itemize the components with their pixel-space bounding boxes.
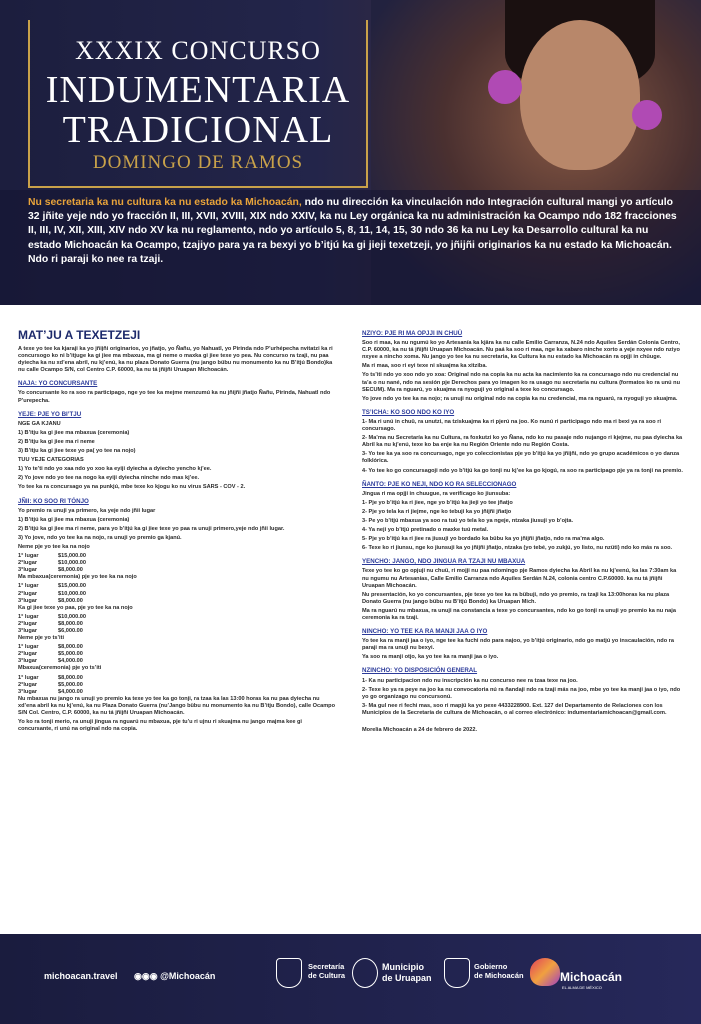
paragraph: Ma ri maa, soo ri eyi texe ni skuajma ka xitziba. xyxy=(362,363,487,370)
list-item: 2) B’itju ka gi jiee ma ri neme xyxy=(18,438,95,445)
logo-label: Municipio de Uruapan xyxy=(382,962,432,983)
heading-naja: NAJA: YO CONCURSANTE xyxy=(18,380,98,388)
prize-group-title: Mbaxua(ceremonia) pje yo ts’iti xyxy=(18,665,102,672)
prize-group-title: Ma mbaxua(ceremonia) pje yo tee ka na nojo xyxy=(18,574,137,581)
heading-yencho: YENCHO: JANGO, NDO JINGUA RA TZAJI NU MBAXUA xyxy=(362,558,526,566)
paragraph: Jingua ri ma opjji in chuugue, ra verificago ko jiunsuba: xyxy=(362,490,511,497)
paragraph: Ma ra nguarú nu mbaxua, ra unuji na constancia a texe yo concursantes, ndo ko go tonji ra unuji yo premio ka nu naja ceremonia ka ra tzaji. xyxy=(362,607,676,621)
paragraph: Nu presentación, ko yo concursantes, pje texe yo tee ka ra bübuji, ndo yo premio, ra tzaji ka 13:00horas ka nu plaza Donato Guerra (nu jango bübu nu B’itjú Bondo) ka Uruapan Mich. xyxy=(362,591,670,605)
heading-tsicha: TS’ICHA: KO SOO NDO KO IYO xyxy=(362,408,455,416)
prize-row: 1° lugar $15,000.00 xyxy=(18,583,86,590)
paragraph: Nu mbaxua nu jango ra unuji yo premio ka texe yo tee ka go tonji, ra tzaa ka las 13:00 horas ka nu paa dyiecha nu xd’ena abril ka nu kj’enú, ka nu Plaza Donato Guerra (nu’Jango bübu nu monumento ka nu B’itju Bondo), calle Ocampo S/N Col. Centro, C.P. 60000, ka nu tá jñijñi Uruapan Michoacán. xyxy=(18,695,336,717)
left-column xyxy=(18,328,338,735)
heading-yeje: YEJE: PJE YO BI’TJU xyxy=(18,410,82,418)
prize-row: 2°lugar $5,000.00 xyxy=(18,681,83,688)
paragraph: Yo ko ra tonji merio, ra unuji jingua ra nguarú nu mbaxua, pje tu’u ri ujnu ri skuajma nu jango majma kee gi concursante, ri unú na original ndo na copia. xyxy=(18,719,302,733)
heading-jnii: JÑII: KO SOO RI TÓNJO xyxy=(18,497,89,505)
prize-group-title: Neme pje yo ts’iti xyxy=(18,635,65,642)
prize-row: 3°lugar $8,000.00 xyxy=(18,597,83,604)
list-item: 1) B’itju ka gi jiee ma mbaxua (ceremonia) xyxy=(18,429,130,436)
seal-uruapan-icon xyxy=(352,958,378,988)
heading-nanto: ÑANTO: PJE KO NEJI, NDO KO RA SELECCIONAGO xyxy=(362,480,517,488)
heading-nzincho: NZINCHO: YO DISPOSICIÓN GENERAL xyxy=(362,667,478,675)
paragraph: Yo concursante ko ra soo ra participago, nge yo tee ka mejme menzumú ka nu jñijñi jñatjo Ñañu, Pirinda, Nahuatl ndo P’urepecha. xyxy=(18,390,331,404)
prize-row: 1° lugar $10,000.00 xyxy=(18,613,86,620)
list-item: 1) Yo te’ti ndo yo xaa ndo yo xoo ka eyiji dyiecha a dyiecho yencho kj’ee. xyxy=(18,466,212,473)
paragraph: Yo jove ndo yo tee ka na nojo; ra unuji nu original ndo na copia ka nu credencial, ma ra nguarú, ra nyoguji yo skuajma. xyxy=(362,395,678,402)
list-item: 6- Texe ko ri jiunsu, nge ko jiunsuji ka yo jñijñi jñatjo, ntzaka (yo tebé, yo zukjú, yo listo, nu nzüti) ndo ko más ra soo. xyxy=(362,545,673,552)
social-icons: ◉◉◉ xyxy=(134,971,161,981)
list-item: 3- Pe yo b’itjú mbaxua ya soo ra tuú yo tela ko ya ngeje, ntzaka jiusuji yo b’ojta. xyxy=(362,517,574,524)
list-item: 1) B’itjú ka gi jiee ma mbaxua (ceremonia) xyxy=(18,516,130,523)
paragraph: Texe yo tee ko go opjuji nu chuü, ri mojji nu paa ndomingo pje Ramos dyiecha ka Abril ka nu kj’eenú, ka las 7:30am ka nu ngumu nu Artesanías, Calle Emilio Carranza ndo Aquiles Serdán N.24, colonia centro C.P.60000. ka nu tá jñijñi Uruapan Michoacán. xyxy=(362,568,677,589)
brand-tagline: EL ALMA DE MÉXICO xyxy=(562,985,602,990)
flower-left-icon xyxy=(488,70,522,104)
date-line: Morelia Michoacán a 24 de febrero de 2022. xyxy=(362,727,478,734)
right-column xyxy=(362,328,684,736)
list-item: 4- Yo tee ko go concursagoji ndo yo b’itjú ka go tonji nu kj’ee ka go kjogú, ra soo ra participago pje ya ra tonji na premio. xyxy=(362,467,683,474)
prize-row: 2°lugar $8,000.00 xyxy=(18,620,83,627)
title-line-1: XXXIX CONCURSO xyxy=(75,36,321,65)
seal-cultura-icon xyxy=(276,958,302,988)
heading-nziyo: NZIYO: PJE RI MA OPJJI IN CHUÜ xyxy=(362,330,463,337)
paragraph: A texe yo tee ka kjaraji ka yo jñijñi originarios, yo jñatjo, yo Ñañu, yo Nahuatl, yo Pirinda ndo P’urhépecha nvitatzi ka ri concursogo ko ni b’itjuge ka gi jiee ma mbaxua, ma gi neme o maxka gi jiee texe yo pea. Nu concurso ra tzaji, nu paa dyiecha ka nu xd’ena abril, nu kj’enú, ka nu plaza Donato Guerra (nu jango bübu nu monumento ka nu B’itjú Bondo)ka nu calle Ocampo S/N, col Centro C.P. 60000, ka nu tá jñijñi Uruapan Michoacán. xyxy=(18,346,333,374)
list-item: 2) B’itjú ka gi jiee ma ri neme, para yo b’itjú ka gi jiee texe yo paa ra unuji primero,yeje ndo jñii lugar. xyxy=(18,525,285,532)
paragraph: Yo premio ra unuji ya primero, ka yeje ndo jñii lugar xyxy=(18,507,156,514)
title-line-3: TRADICIONAL xyxy=(62,109,334,151)
paragraph: Yo ts’iti ndo yo xoo ndo yo xoa: Original ndo na copia ka nu acta ka nacimiento ka ra concursago ndo nu credencial nu ta’a o nu nané, ndo na sesión pje Derechos para yo imagen ko ra usago nu secretaria nu cultura (formatos ko ra unú nu SECUM). Ma ra nguarú, yo skuajma ra nyoguji yo original a texe ko concursago. xyxy=(362,372,680,393)
intro-highlight: Nu secretaria ka nu cultura ka nu estado ka Michoacán, xyxy=(28,197,302,208)
list-item: 2- Texe ko ya ra peye na joo ka nu convocatoria nú ra ñandaji ndo ra tzaji más na joo, mbe yo tee ka manji jaa o iyo, ndo yo go organizago nu concursonú. xyxy=(362,686,681,700)
prize-row: 2°lugar $10,000.00 xyxy=(18,560,86,567)
prize-row: 2°lugar $5,000.00 xyxy=(18,651,83,658)
intro-paragraph xyxy=(28,196,678,267)
hero-banner xyxy=(0,0,701,305)
title-line-2: INDUMENTARIA xyxy=(45,69,351,111)
section-title: MAT’JU A TEXETZEJI xyxy=(18,328,141,342)
paragraph: Yo tee ka ra manji jaa o iyo, nge tee ka fuchi ndo para najoo, yo b’itjú originario, ndo go matjú yo inscaulación, ndo ra paraji ma ra unuji nu bexyi. xyxy=(362,638,674,652)
intro-rest: ndo nu dirección ka vinculación ndo Integración cultural mangi yo artículo 32 jñite yeje ndo yo fracción II, III, XVII, XVIII, XIX ndo XXIV, ka nu Ley orgánica ka nu administración ka Ocampo ndo 182 fracciones II, III, IV, XII, XIII, XIV ndo XV ka nu reglamento, ndo yo artículo 5, 8, 11, 14, 15, 30 ndo 36 ka nu Ley ka Desarrollo cultural ka nu estado Michoacán ka Ocampo, tzajiyo para ya ra bexyi yo b’itjú ka gi jieji texetzeji, yo jñijñi originarios ka nu estado ka Michoacán. Ndo ri paraji ko nee ra tzaji. xyxy=(28,197,677,265)
heading-nincho: NINCHO: YO TEE KA RA MANJI JAA O IYO xyxy=(362,628,488,636)
footer-social[interactable] xyxy=(134,971,215,982)
list-item: 2- Pje yo tela ka ri jiejme, nge ko tebuji ka yo jñijñi jñatjo xyxy=(362,508,512,515)
list-item: 2- Ma’ma nu Secretaría ka nu Cultura, ra foxkutzi ko yo Ñana, ndo ko nu pasaje ndo nujango ri kjejme, nu paa dyiecha ka Abril ka nu kj’enú, texe ko ba enje ka nu Región Oriente ndo nu Región Costa. xyxy=(362,435,683,449)
flower-right-icon xyxy=(632,100,662,130)
list-item: 1- Ka nu participacion ndo nu inscripción ka nu concurso nee ra tzaa texe na joo. xyxy=(362,677,578,684)
list-item: 5- Pje yo b’itjú ka ri jiee ra jiusuji yo bordado ka bübu ka yo jñijñi jñatjo, ndo ra ma’ma algo. xyxy=(362,536,605,543)
prize-row: 1° lugar $15,000.00 xyxy=(18,553,86,560)
list-item: 3- Yo tee ka ya soo ra concursago, nge yo coleccionistas pje yo b’itjú ka yo jñijñi, ndo yo grupo académicos o yo danza folklórica. xyxy=(362,451,680,465)
title-subtitle: DOMINGO DE RAMOS xyxy=(92,152,304,173)
prize-group-title: Neme pje yo tee ka na nojo xyxy=(18,543,90,550)
logo-label: Gobierno de Michoacán xyxy=(474,962,524,980)
subheading: NGE GA KJANU xyxy=(18,420,61,427)
list-item: 3) Yo jove, ndo yo tee ka na nojo, ra unuji yo premio ga kjanú. xyxy=(18,534,182,541)
prize-row: 3°lugar $4,000.00 xyxy=(18,658,83,665)
seal-gobierno-icon xyxy=(444,958,470,988)
prize-row: 3°lugar $4,000.00 xyxy=(18,688,83,695)
brand-name: Michoacán xyxy=(560,970,623,984)
list-item: 4- Ya neji yo b’itjú pretinado o maxke tuú metal. xyxy=(362,527,489,534)
subheading: TUU YEJE CATEGORIAS xyxy=(18,457,84,464)
list-item: 3) B’itju ka gi jiee texe yo pa( yo tee na nojo) xyxy=(18,448,136,455)
prize-row: 1° lugar $8,000.00 xyxy=(18,674,83,681)
footer-website-link[interactable]: michoacan.travel xyxy=(44,971,118,981)
photo-face xyxy=(520,20,640,170)
prize-row: 2°lugar $10,000.00 xyxy=(18,590,86,597)
logo-label: Secretaría de Cultura xyxy=(308,962,346,980)
list-item: 3- Ma gul nee ri fechi mas, soo ri mapjü ka yo pexe 4433228900. Ext. 127 del Departamento de Relaciones con los Municipios de la Secretaría de cultura de Michoacán, o al correo electrónico: indumentariamichoacan@gmail.com. xyxy=(362,702,667,716)
list-item: 2) Yo jove ndo yo tee na nogo ka eyiji dyiecha ninche ndo mas kj’ee. xyxy=(18,475,200,482)
paragraph: Soo ri maa, ka nu ngumú ko yo Artesanía ka kjära ka nu calle Emilio Carranza, N.24 ndo Aquiles Serdán Colonia Centro, C.P. 60000, ka nu tá jñijñi Uruapan Michoacán. Nu paá ka soo ri maa, nge ka xabaro ninche xorto a yeje nxyee ndo nziyo nxyee a nincho xoma. Nu jango yo tee ka nu secretaria, ka Cultura ka nu estado ka Michoacán ra opjji in chüuge. xyxy=(362,340,680,361)
social-handle: @Michoacán xyxy=(160,971,216,981)
butterfly-logo-icon xyxy=(530,958,560,986)
prize-group-title: Ka gi jiee texe yo paa, pje yo tee ka na nojo xyxy=(18,604,133,611)
paragraph: Ya soo ra manji otjo, ka yo tee ka ra manji jaa o iyo. xyxy=(362,654,499,661)
prize-row: 3°lugar $6,000.00 xyxy=(18,628,83,634)
prize-row: 3°lugar $8,000.00 xyxy=(18,567,83,574)
list-item: 1- Ma ri unú in chuü, ra unutzi, na tziskuajma ka ri pjerú na joo. Ko nunú ri participago ndo ma ri bexi ya ra soo ri concursago. xyxy=(362,418,662,433)
prize-row: 1° lugar $8,000.00 xyxy=(18,644,83,651)
list-item: 1- Pje yo b’itjú ka ri jiee, nge yo b’itjú ka jieji yo tee jñatjo xyxy=(362,499,513,506)
list-item: Yo tee ka ra concursago ya na punkjú, mbe texe ko kjogu ko nu virus SARS - COV - 2. xyxy=(18,484,246,491)
